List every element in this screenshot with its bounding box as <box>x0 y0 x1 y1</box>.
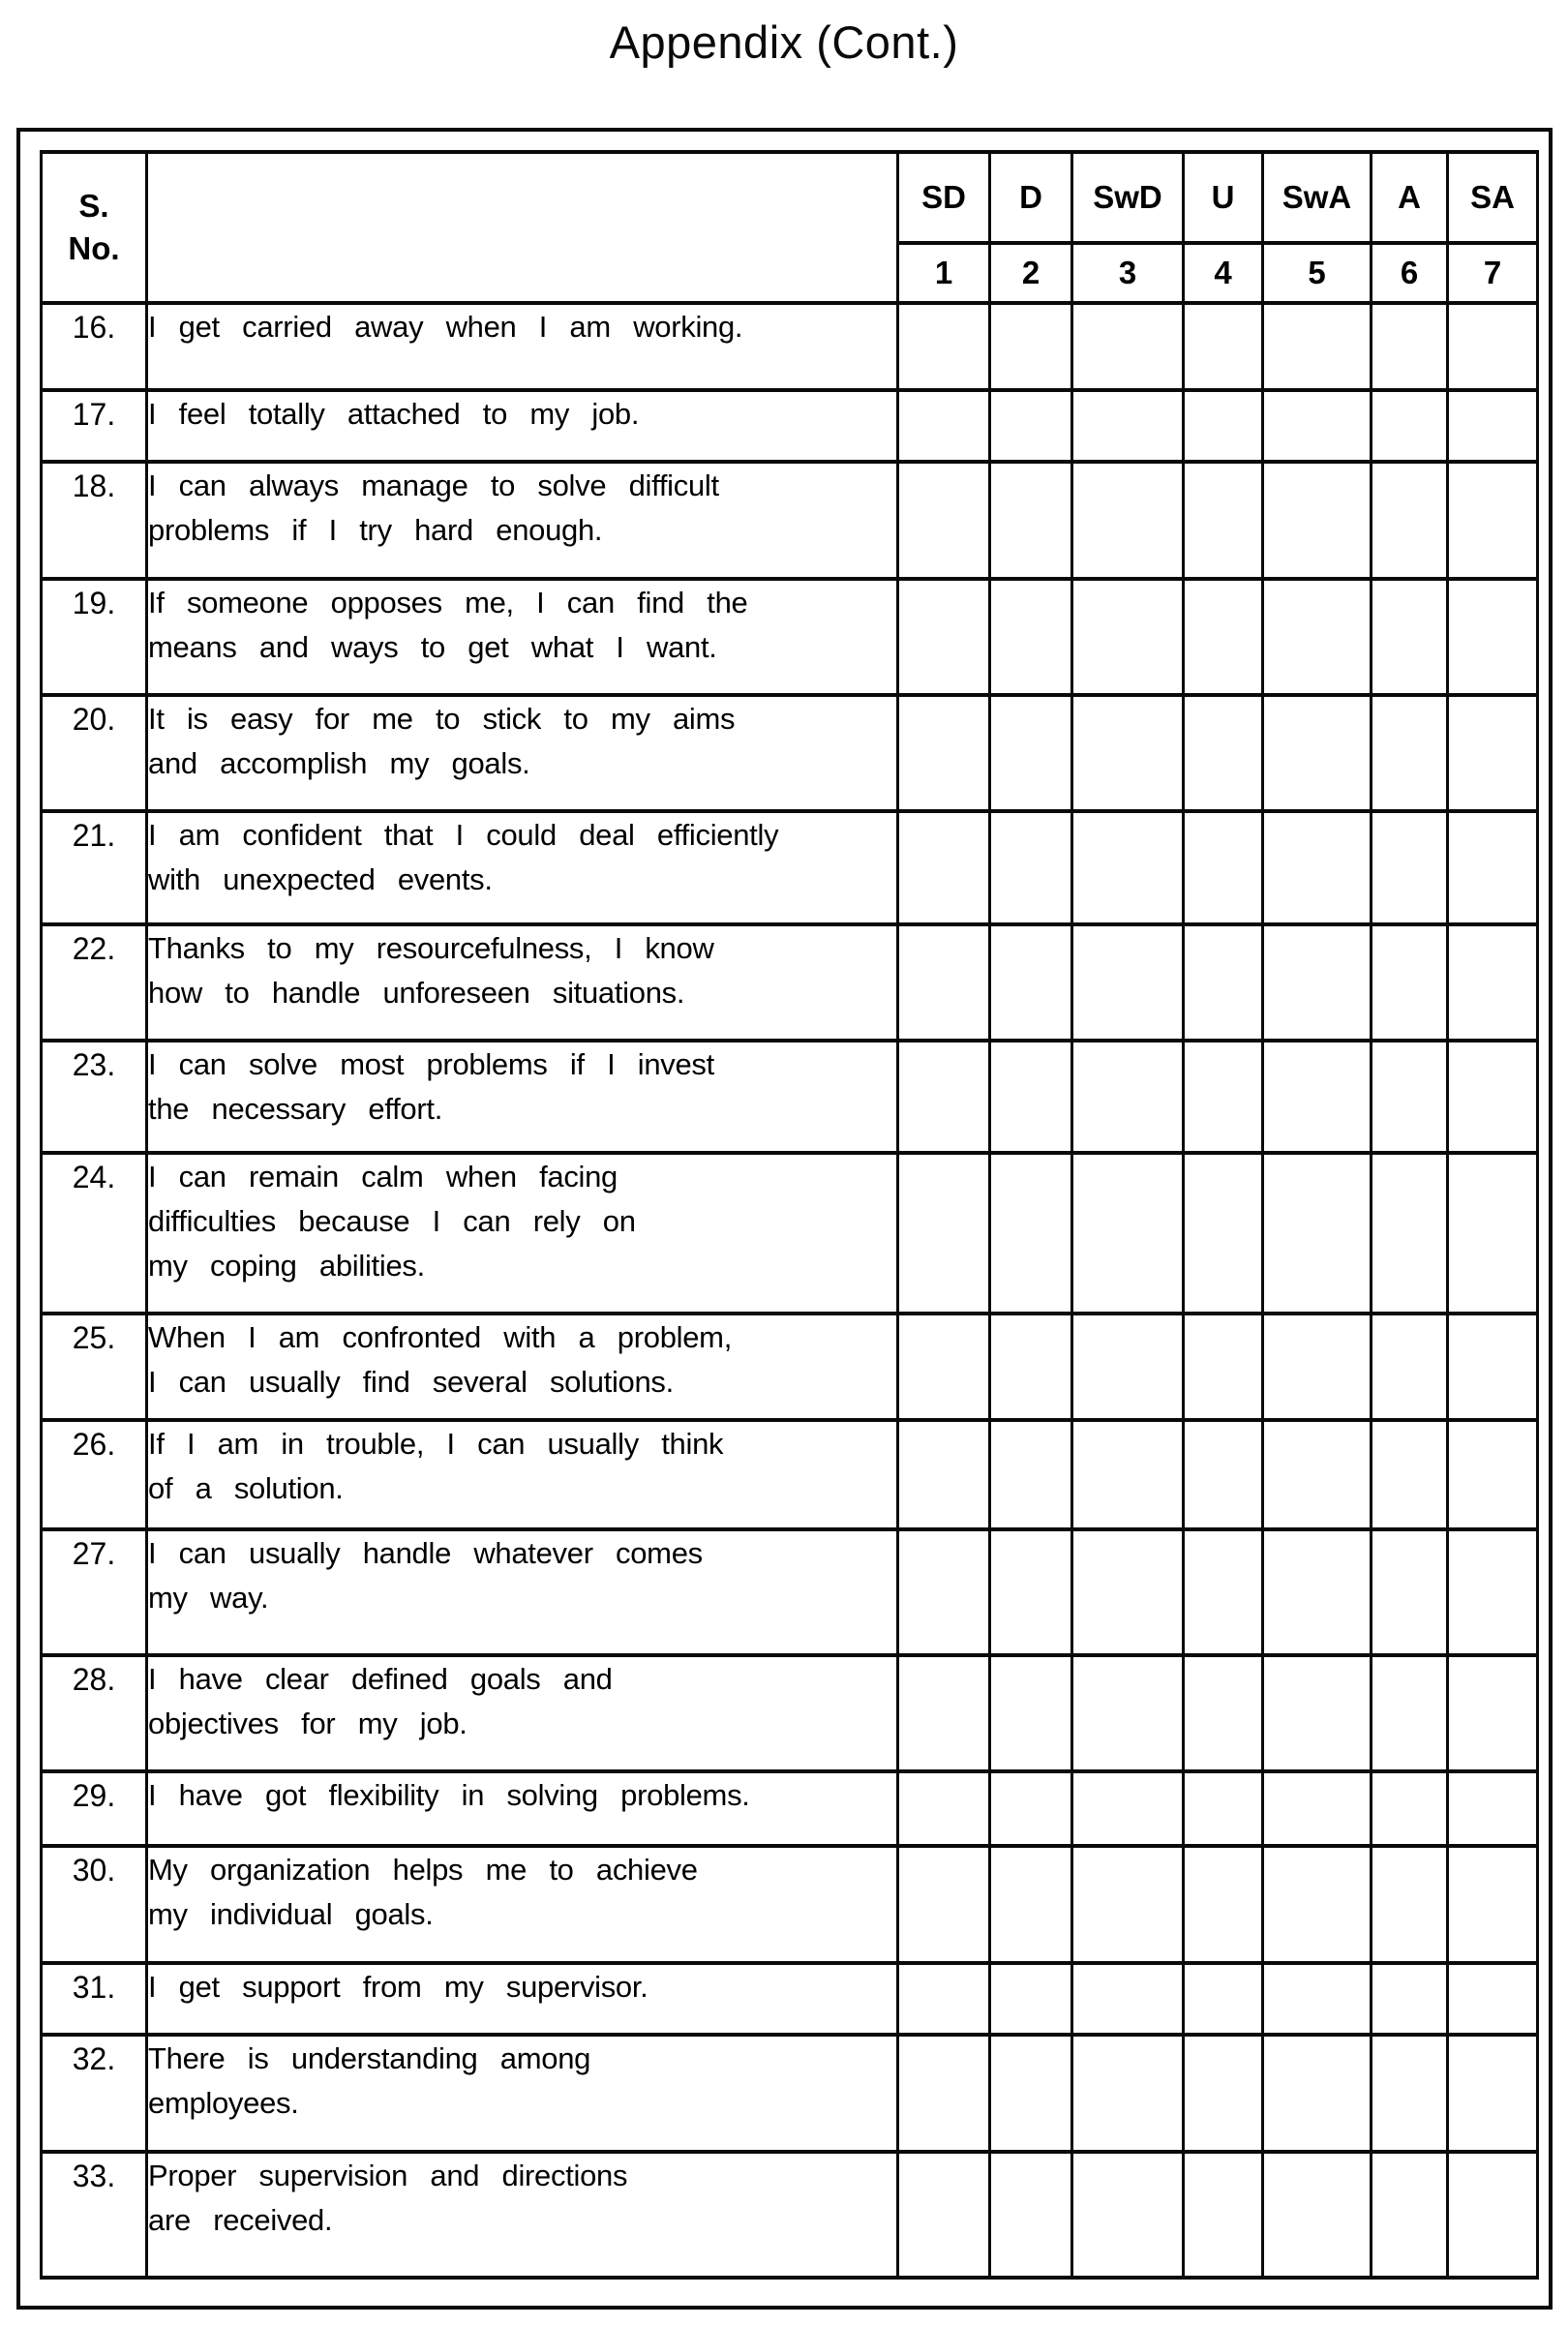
rating-cell-sa <box>1448 1529 1538 1655</box>
rating-cell-swa <box>1263 579 1372 695</box>
rating-cell-swa <box>1263 1314 1372 1420</box>
table-row <box>42 2035 1538 2152</box>
table-row <box>42 1846 1538 1963</box>
statement-line: with unexpected events. <box>148 862 493 896</box>
table-row <box>42 811 1538 924</box>
rating-cell-a <box>1372 303 1448 390</box>
rating-cell-swd <box>1072 1529 1184 1655</box>
rating-cell-u <box>1184 811 1263 924</box>
rating-cell-sd <box>898 579 990 695</box>
rating-cell-sd <box>898 1846 990 1963</box>
serial-number-cell: 31. <box>42 1963 147 2035</box>
rating-cell-swa <box>1263 1153 1372 1314</box>
column-number-6: 6 <box>1372 243 1448 303</box>
statement-line: I am confident that I could deal efficiently <box>148 818 779 852</box>
statement-cell <box>147 579 898 695</box>
rating-cell-sa <box>1448 1771 1538 1846</box>
rating-cell-sd <box>898 303 990 390</box>
table-row <box>42 579 1538 695</box>
rating-cell-a <box>1372 1041 1448 1153</box>
statement-cell <box>147 390 898 462</box>
serial-number-cell: 26. <box>42 1420 147 1529</box>
serial-number-cell: 18. <box>42 462 147 579</box>
rating-cell-sa <box>1448 695 1538 811</box>
rating-cell-sd <box>898 924 990 1041</box>
column-header-swd: SwD <box>1072 152 1184 243</box>
statement-cell <box>147 1153 898 1314</box>
rating-cell-sa <box>1448 462 1538 579</box>
rating-cell-swa <box>1263 1420 1372 1529</box>
rating-cell-u <box>1184 924 1263 1041</box>
statement-line: how to handle unforeseen situations. <box>148 976 685 1010</box>
rating-cell-sa <box>1448 1655 1538 1771</box>
statement-line: the necessary effort. <box>148 1092 443 1126</box>
statement-cell <box>147 1655 898 1771</box>
rating-cell-swd <box>1072 2035 1184 2152</box>
column-header-d: D <box>990 152 1072 243</box>
table-row <box>42 924 1538 1041</box>
rating-cell-u <box>1184 2035 1263 2152</box>
rating-cell-swa <box>1263 1963 1372 2035</box>
rating-cell-d <box>990 390 1072 462</box>
table-row <box>42 2152 1538 2278</box>
rating-cell-swd <box>1072 462 1184 579</box>
serial-number-cell: 28. <box>42 1655 147 1771</box>
column-number-3: 3 <box>1072 243 1184 303</box>
serial-number-header-line2: No. <box>68 230 120 266</box>
statement-line: objectives for my job. <box>148 1707 467 1740</box>
rating-cell-sd <box>898 1153 990 1314</box>
rating-cell-swd <box>1072 811 1184 924</box>
statement-line: I can solve most problems if I invest <box>148 1047 714 1081</box>
rating-cell-d <box>990 1153 1072 1314</box>
statement-cell <box>147 303 898 390</box>
rating-cell-a <box>1372 1420 1448 1529</box>
statement-cell <box>147 1771 898 1846</box>
table-row <box>42 1420 1538 1529</box>
serial-number-cell: 17. <box>42 390 147 462</box>
statement-line: My organization helps me to achieve <box>148 1853 698 1887</box>
rating-cell-d <box>990 1420 1072 1529</box>
rating-cell-d <box>990 811 1072 924</box>
serial-number-header-line1: S. <box>78 188 109 224</box>
rating-cell-swd <box>1072 1771 1184 1846</box>
statement-header-empty <box>147 152 898 303</box>
statement-line: means and ways to get what I want. <box>148 630 717 664</box>
rating-cell-swa <box>1263 924 1372 1041</box>
statement-line: I get support from my supervisor. <box>148 1970 648 2004</box>
rating-cell-sa <box>1448 303 1538 390</box>
statement-line: Proper supervision and directions <box>148 2159 628 2192</box>
table-row <box>42 1963 1538 2035</box>
rating-cell-u <box>1184 1420 1263 1529</box>
statement-cell <box>147 1846 898 1963</box>
rating-cell-swa <box>1263 390 1372 462</box>
rating-cell-sd <box>898 1655 990 1771</box>
statement-line: I can remain calm when facing <box>148 1160 618 1193</box>
table-outer-border <box>16 128 1553 2310</box>
rating-cell-a <box>1372 1771 1448 1846</box>
rating-cell-sa <box>1448 390 1538 462</box>
rating-cell-a <box>1372 579 1448 695</box>
questionnaire-body <box>42 303 1538 2278</box>
rating-cell-swa <box>1263 695 1372 811</box>
rating-cell-sd <box>898 695 990 811</box>
statement-line: I feel totally attached to my job. <box>148 397 640 431</box>
rating-cell-d <box>990 2035 1072 2152</box>
rating-cell-d <box>990 579 1072 695</box>
rating-cell-swd <box>1072 1846 1184 1963</box>
rating-cell-swd <box>1072 1041 1184 1153</box>
column-header-a: A <box>1372 152 1448 243</box>
table-row <box>42 1314 1538 1420</box>
rating-cell-a <box>1372 695 1448 811</box>
rating-cell-d <box>990 1963 1072 2035</box>
rating-cell-sd <box>898 811 990 924</box>
statement-line: I can usually handle whatever comes <box>148 1536 703 1570</box>
rating-cell-swa <box>1263 2035 1372 2152</box>
rating-cell-d <box>990 695 1072 811</box>
statement-line: and accomplish my goals. <box>148 746 530 780</box>
table-row <box>42 1041 1538 1153</box>
rating-cell-u <box>1184 462 1263 579</box>
rating-cell-u <box>1184 1963 1263 2035</box>
table-row <box>42 462 1538 579</box>
statement-cell <box>147 1529 898 1655</box>
statement-line: I get carried away when I am working. <box>148 310 743 344</box>
rating-cell-sa <box>1448 1153 1538 1314</box>
statement-line: problems if I try hard enough. <box>148 513 603 547</box>
rating-cell-d <box>990 924 1072 1041</box>
page-title: Appendix (Cont.) <box>609 16 959 68</box>
table-row <box>42 1153 1538 1314</box>
column-header-u: U <box>1184 152 1263 243</box>
rating-cell-d <box>990 2152 1072 2278</box>
statement-cell <box>147 1041 898 1153</box>
rating-cell-d <box>990 1529 1072 1655</box>
rating-cell-sd <box>898 390 990 462</box>
rating-cell-swa <box>1263 1529 1372 1655</box>
rating-cell-u <box>1184 1846 1263 1963</box>
column-header-sd: SD <box>898 152 990 243</box>
rating-cell-swa <box>1263 2152 1372 2278</box>
column-header-sa: SA <box>1448 152 1538 243</box>
statement-cell <box>147 2035 898 2152</box>
rating-cell-sd <box>898 1771 990 1846</box>
serial-number-cell: 27. <box>42 1529 147 1655</box>
rating-cell-sd <box>898 2152 990 2278</box>
rating-cell-d <box>990 303 1072 390</box>
column-number-4: 4 <box>1184 243 1263 303</box>
rating-cell-a <box>1372 1963 1448 2035</box>
rating-cell-sd <box>898 1963 990 2035</box>
rating-cell-u <box>1184 1655 1263 1771</box>
statement-line: my individual goals. <box>148 1897 434 1931</box>
statement-line: my way. <box>148 1581 269 1615</box>
rating-cell-swa <box>1263 811 1372 924</box>
rating-cell-u <box>1184 1314 1263 1420</box>
serial-number-cell: 24. <box>42 1153 147 1314</box>
rating-cell-swa <box>1263 1655 1372 1771</box>
statement-line: When I am confronted with a problem, <box>148 1320 733 1354</box>
rating-cell-sa <box>1448 811 1538 924</box>
table-row <box>42 390 1538 462</box>
rating-cell-d <box>990 1041 1072 1153</box>
rating-cell-swd <box>1072 579 1184 695</box>
statement-line: I can always manage to solve difficult <box>148 468 719 502</box>
statement-cell <box>147 1420 898 1529</box>
rating-cell-sa <box>1448 2035 1538 2152</box>
rating-cell-u <box>1184 1529 1263 1655</box>
statement-line: Thanks to my resourcefulness, I know <box>148 931 714 965</box>
rating-cell-swd <box>1072 1314 1184 1420</box>
questionnaire-table <box>40 150 1539 2280</box>
statement-cell <box>147 2152 898 2278</box>
rating-cell-u <box>1184 1153 1263 1314</box>
rating-cell-swd <box>1072 1655 1184 1771</box>
rating-cell-sd <box>898 1314 990 1420</box>
rating-cell-d <box>990 1314 1072 1420</box>
column-number-7: 7 <box>1448 243 1538 303</box>
statement-line: If I am in trouble, I can usually think <box>148 1427 724 1461</box>
rating-cell-swd <box>1072 695 1184 811</box>
rating-cell-sa <box>1448 1963 1538 2035</box>
serial-number-cell: 22. <box>42 924 147 1041</box>
rating-cell-a <box>1372 924 1448 1041</box>
rating-cell-u <box>1184 2152 1263 2278</box>
rating-cell-u <box>1184 1771 1263 1846</box>
rating-cell-swd <box>1072 1963 1184 2035</box>
statement-line: It is easy for me to stick to my aims <box>148 702 736 736</box>
statement-cell <box>147 695 898 811</box>
table-row <box>42 303 1538 390</box>
rating-cell-swd <box>1072 1420 1184 1529</box>
rating-cell-sa <box>1448 1314 1538 1420</box>
serial-number-cell: 29. <box>42 1771 147 1846</box>
table-row <box>42 695 1538 811</box>
rating-cell-sa <box>1448 1846 1538 1963</box>
rating-cell-swd <box>1072 1153 1184 1314</box>
rating-cell-swd <box>1072 924 1184 1041</box>
rating-cell-d <box>990 1846 1072 1963</box>
statement-line: I have got flexibility in solving problems. <box>148 1778 750 1812</box>
serial-number-cell: 33. <box>42 2152 147 2278</box>
table-row <box>42 1655 1538 1771</box>
rating-cell-a <box>1372 2035 1448 2152</box>
rating-cell-swa <box>1263 1771 1372 1846</box>
statement-cell <box>147 1314 898 1420</box>
statement-line: difficulties because I can rely on <box>148 1204 636 1238</box>
statement-line: of a solution. <box>148 1471 344 1505</box>
rating-cell-swd <box>1072 2152 1184 2278</box>
rating-cell-sd <box>898 1420 990 1529</box>
statement-line: If someone opposes me, I can find the <box>148 586 748 619</box>
rating-cell-sd <box>898 1041 990 1153</box>
rating-cell-a <box>1372 1655 1448 1771</box>
statement-line: are received. <box>148 2203 333 2237</box>
rating-cell-sa <box>1448 1041 1538 1153</box>
rating-cell-sd <box>898 1529 990 1655</box>
rating-cell-a <box>1372 1314 1448 1420</box>
rating-cell-swa <box>1263 303 1372 390</box>
statement-cell <box>147 811 898 924</box>
rating-cell-u <box>1184 390 1263 462</box>
rating-cell-swd <box>1072 390 1184 462</box>
rating-cell-a <box>1372 390 1448 462</box>
column-number-5: 5 <box>1263 243 1372 303</box>
statement-line: I can usually find several solutions. <box>148 1365 674 1399</box>
statement-line: There is understanding among <box>148 2041 591 2075</box>
serial-number-cell: 16. <box>42 303 147 390</box>
rating-cell-sa <box>1448 924 1538 1041</box>
serial-number-cell: 19. <box>42 579 147 695</box>
rating-cell-a <box>1372 1153 1448 1314</box>
column-number-2: 2 <box>990 243 1072 303</box>
rating-cell-u <box>1184 695 1263 811</box>
rating-cell-sa <box>1448 1420 1538 1529</box>
rating-cell-d <box>990 1771 1072 1846</box>
rating-cell-sd <box>898 462 990 579</box>
serial-number-cell: 21. <box>42 811 147 924</box>
rating-cell-a <box>1372 1529 1448 1655</box>
serial-number-cell: 32. <box>42 2035 147 2152</box>
table-row <box>42 1529 1538 1655</box>
rating-cell-u <box>1184 1041 1263 1153</box>
rating-cell-u <box>1184 303 1263 390</box>
table-row <box>42 1771 1538 1846</box>
serial-number-cell: 23. <box>42 1041 147 1153</box>
statement-line: I have clear defined goals and <box>148 1662 613 1696</box>
rating-cell-swa <box>1263 462 1372 579</box>
serial-number-header <box>42 152 147 303</box>
header-label-row <box>42 152 1538 243</box>
column-header-swa: SwA <box>1263 152 1372 243</box>
rating-cell-u <box>1184 579 1263 695</box>
rating-cell-sd <box>898 2035 990 2152</box>
statement-cell <box>147 1963 898 2035</box>
column-number-1: 1 <box>898 243 990 303</box>
rating-cell-a <box>1372 1846 1448 1963</box>
statement-cell <box>147 462 898 579</box>
rating-cell-sa <box>1448 2152 1538 2278</box>
rating-cell-swa <box>1263 1041 1372 1153</box>
statement-line: employees. <box>148 2086 299 2120</box>
statement-line: my coping abilities. <box>148 1249 425 1283</box>
rating-cell-sa <box>1448 579 1538 695</box>
serial-number-cell: 20. <box>42 695 147 811</box>
rating-cell-d <box>990 462 1072 579</box>
rating-cell-a <box>1372 2152 1448 2278</box>
statement-cell <box>147 924 898 1041</box>
rating-cell-swd <box>1072 303 1184 390</box>
serial-number-cell: 25. <box>42 1314 147 1420</box>
rating-cell-d <box>990 1655 1072 1771</box>
rating-cell-a <box>1372 462 1448 579</box>
rating-cell-a <box>1372 811 1448 924</box>
rating-cell-swa <box>1263 1846 1372 1963</box>
serial-number-cell: 30. <box>42 1846 147 1963</box>
